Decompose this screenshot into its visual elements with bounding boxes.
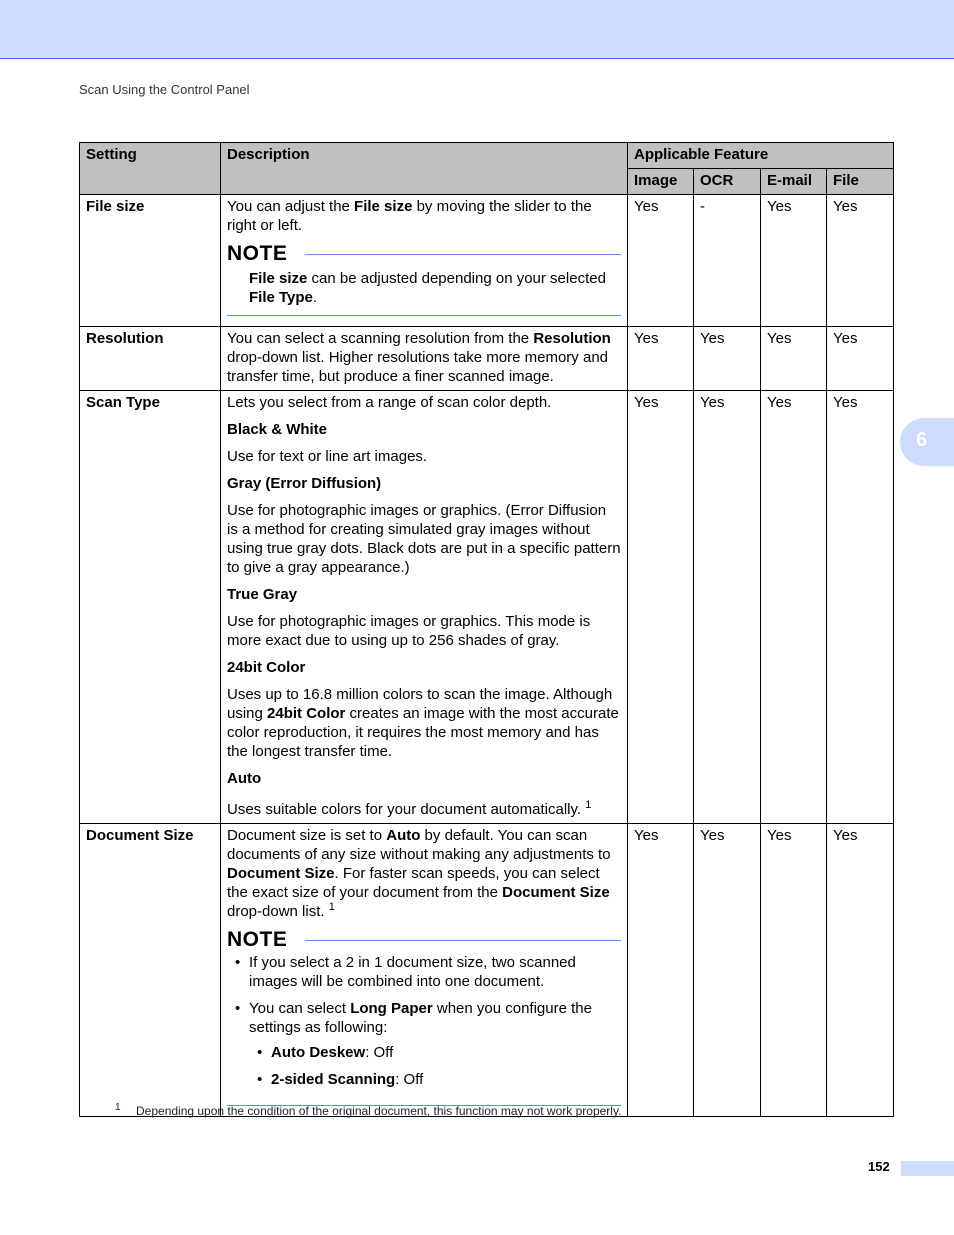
description-document-size: Document size is set to Auto by default. You can scan documents of any size without making any adjustments to Document Size. For faster scan speeds, you can select the exact size of your document from the Document Size drop-down list. $^1$ NOTE • If you select a 2 in 1 document size, two scanned images will be combined into one document. • You can select Long Paper when you configure the settings as following: • Auto Deskew: Off • 2-sided Scanning: Off [221,824,628,1117]
cell-ocr: Yes [694,824,761,1117]
table-row [80,391,894,824]
cell-file: Yes [827,327,894,391]
list-item: • 2-sided Scanning: Off [249,1070,621,1089]
table-row [80,824,894,1117]
description-file-size: You can adjust the File size by moving the slider to the right or left. NOTE File size can be adjusted depending on your selected File Type. [221,195,628,327]
chapter-tab[interactable] [900,418,954,466]
list-item: • Auto Deskew: Off [249,1043,621,1062]
table-row [80,327,894,391]
note-box: NOTE File size can be adjusted depending on your selected File Type. [227,241,621,316]
sub-bullet-list [249,1043,621,1089]
cell-file: Yes [827,391,894,824]
chapter-number: 6 [916,429,928,451]
cell-image: Yes [628,327,694,391]
page-number: 152 [868,1159,890,1174]
cell-email: Yes [761,327,827,391]
cell-image: Yes [628,195,694,327]
page-number-bar [901,1161,954,1176]
header-ocr: OCR [694,169,761,195]
cell-email: Yes [761,824,827,1117]
note-title: NOTE [227,242,288,265]
setting-resolution: Resolution [80,327,221,391]
cell-email: Yes [761,391,827,824]
note-title: NOTE [227,928,288,951]
cell-file: Yes [827,824,894,1117]
table-header-row [80,143,894,169]
cell-image: Yes [628,391,694,824]
setting-scan-type: Scan Type [80,391,221,824]
cell-ocr: Yes [694,391,761,824]
setting-document-size: Document Size [80,824,221,1117]
header-setting: Setting [80,143,221,195]
table-row [80,195,894,327]
cell-ocr: - [694,195,761,327]
running-title: Scan Using the Control Panel [79,82,250,97]
cell-ocr: Yes [694,327,761,391]
description-resolution: You can select a scanning resolution from the Resolution drop-down list. Higher resolutions take more memory and transfer time, but produce a finer scanned image. [221,327,628,391]
cell-email: Yes [761,195,827,327]
settings-table [79,142,894,1117]
note-rule [305,940,621,941]
header-image: Image [628,169,694,195]
header-band [0,0,954,59]
cell-file: Yes [827,195,894,327]
list-item: • You can select Long Paper when you configure the settings as following: • Auto Deskew: Off • 2-sided Scanning: Off [227,999,621,1089]
cell-image: Yes [628,824,694,1117]
header-description: Description [221,143,628,195]
header-applicable-feature: Applicable Feature [628,143,894,169]
note-rule [305,254,621,255]
list-item: • If you select a 2 in 1 document size, two scanned images will be combined into one document. [227,953,621,991]
header-file: File [827,169,894,195]
header-email: E-mail [761,169,827,195]
description-scan-type: Lets you select from a range of scan color depth. Black & White Use for text or line art images. Gray (Error Diffusion) Use for photographic images or graphics. (Error Diffusion is a method for creating simulated gray images without using true gray dots. Black dots are put in a specific pattern to give a gray appearance.) True Gray Use for photographic images or graphics. This mode is more exact due to using up to 256 shades of gray. 24bit Color Uses up to 16.8 million colors to scan the image. Although using 24bit Color creates an image with the most accurate color reproduction, it requires the most memory and has the longest transfer time. Auto Uses suitable colors for your document automatically. $^1$ [221,391,628,824]
footnote-text: Depending upon the condition of the original document, this function may not work properly. [136,1104,622,1118]
note-bullet-list [227,953,621,1089]
setting-file-size: File size [80,195,221,327]
footnote-number: 1 [115,1102,121,1113]
note-box [227,927,621,1106]
